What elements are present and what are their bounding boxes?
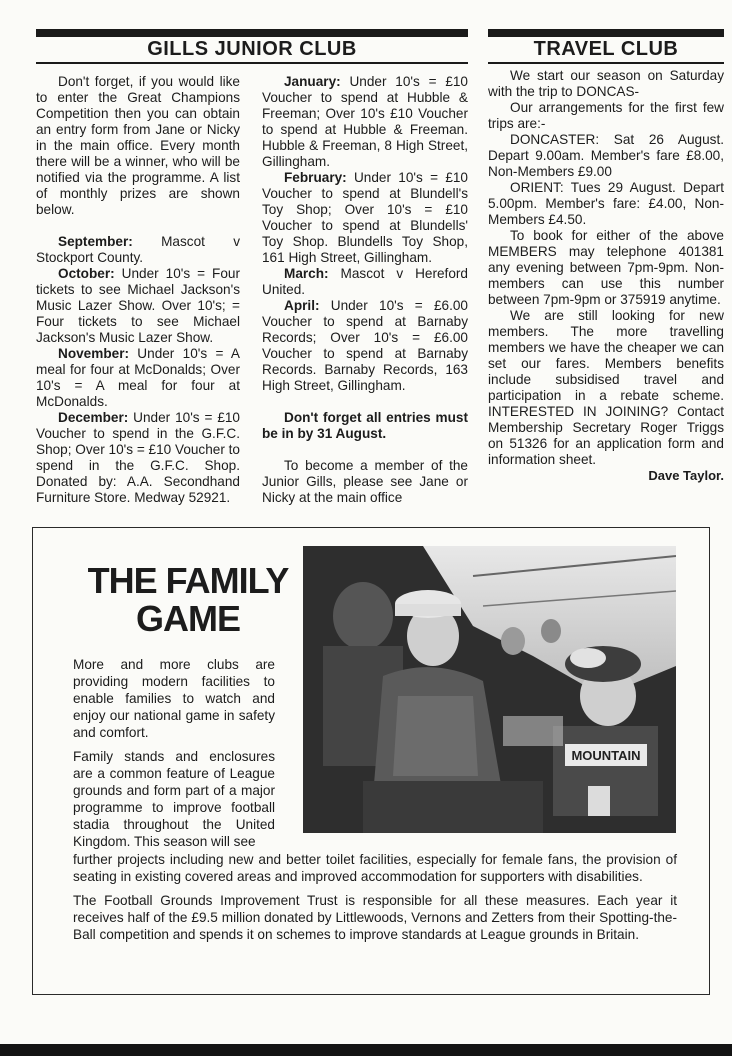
prize-september: September: Mascot v Stockport County. [36,234,240,265]
gills-header-title: GILLS JUNIOR CLUB [147,38,357,60]
entries-deadline: Don't forget all entries must be in by 31 August. [262,410,468,441]
travel-p3: DONCASTER: Sat 26 August. Depart 9.00am. Member's fare £8.00, Non-Members £9.00 [488,132,724,179]
prize-november: November: Under 10's = A meal for four at McDonalds; Over 10's = A meal for four at McDonalds. [36,346,240,409]
prize-january: January: Under 10's = £10 Voucher to spend at Hubble & Freeman; Over 10's £10 Voucher to spend at Hubble & Freeman. Hubble & Freeman, 8 High Street, Gillingham. [262,74,468,169]
travel-column [488,68,724,484]
travel-header-bar [488,29,724,37]
gills-column-1 [36,74,240,506]
gills-header-rule [36,62,468,64]
page-bottom-bar [0,1044,732,1056]
gills-intro: Don't forget, if you would like to enter the Great Champions Competition then you can obtain an entry form from Jane or Nicky in the main office. Every month there will be a winner, who will be notified via the programme. A list of monthly prizes are shown below. [36,74,240,217]
family-p3: The Football Grounds Improvement Trust is responsible for all these measures. Each year it receives half of the £9.5 million donated by Littlewoods, Vernons and Zetters from their Spotting-the-Ball competition and spends it on schemes to improve standards at League grounds in Britain. [73,893,677,942]
family-game-box [32,527,710,995]
photo-cap-text: MOUNTAIN [571,748,641,763]
prize-december: December: Under 10's = £10 Voucher to spend in the G.F.C. Shop; Over 10's = £10 Voucher to spend in the G.F.C. Shop. Donated by: A.A. Secondhand Furniture Store. Medway 52921. [36,410,240,505]
family-p2-start: Family stands and enclosures are a common feature of League grounds and form part of a major programme to improve football stadia throughout the United Kingdom. This season will see [73,749,275,849]
travel-header-title: TRAVEL CLUB [533,38,679,60]
travel-p5: To book for either of the above MEMBERS may telephone 401381 any evening between 7pm-9pm. Non-members can use this number between 7pm-9pm or 375919 anytime. [488,228,724,307]
gills-header-bar [36,29,468,37]
family-game-title: THE FAMILY GAME [87,560,289,639]
travel-p6: We are still looking for new members. The more travelling members we have the cheaper we can set our fares. Members benefits include subsidised travel and participation in a rebate scheme. INTERESTED IN JOINING? Contact Membership Secretary Roger Triggs on 51326 for an application form and information sheet. [488,308,724,467]
prize-april: April: Under 10's = £6.00 Voucher to spend at Barnaby Records; Over 10's = £6.00 Voucher to spend at Barnaby Records. Barnaby Records, 163 High Street, Gillingham. [262,298,468,393]
prize-october: October: Under 10's = Four tickets to see Michael Jackson's Music Lazer Show. Over 10's; = Four tickets to see Michael Jackson's Music Lazer Show. [36,266,240,345]
family-p2-end: further projects including new and better toilet facilities, especially for female fans, the provision of seating in existing covered areas and improved accommodation for supporters with disabilities. [73,852,677,884]
family-text-narrow [73,656,275,850]
prize-march: March: Mascot v Hereford United. [262,266,468,297]
family-photo [303,546,676,833]
travel-header-rule [488,62,724,64]
travel-p2: Our arrangements for the first few trips are:- [488,100,724,131]
gills-column-2 [262,74,468,506]
travel-p1: We start our season on Saturday with the trip to DONCAS- [488,68,724,99]
prize-february: February: Under 10's = £10 Voucher to spend at Blundell's Toy Shop; Over 10's = £10 Voucher to spend at Blundells' Toy Shop. Blundells Toy Shop, 161 High Street, Gillingham. [262,170,468,265]
travel-author: Dave Taylor. [648,468,724,483]
family-photo-image [303,546,676,833]
family-text-wide [73,851,677,950]
family-p1: More and more clubs are providing modern facilities to enable families to watch and enjoy our national game in safety and comfort. [73,657,275,740]
travel-p4: ORIENT: Tues 29 August. Depart 5.00pm. Member's fare: £4.00, Non-Members £4.50. [488,180,724,227]
membership-note: To become a member of the Junior Gills, please see Jane or Nicky at the main office [262,458,468,505]
